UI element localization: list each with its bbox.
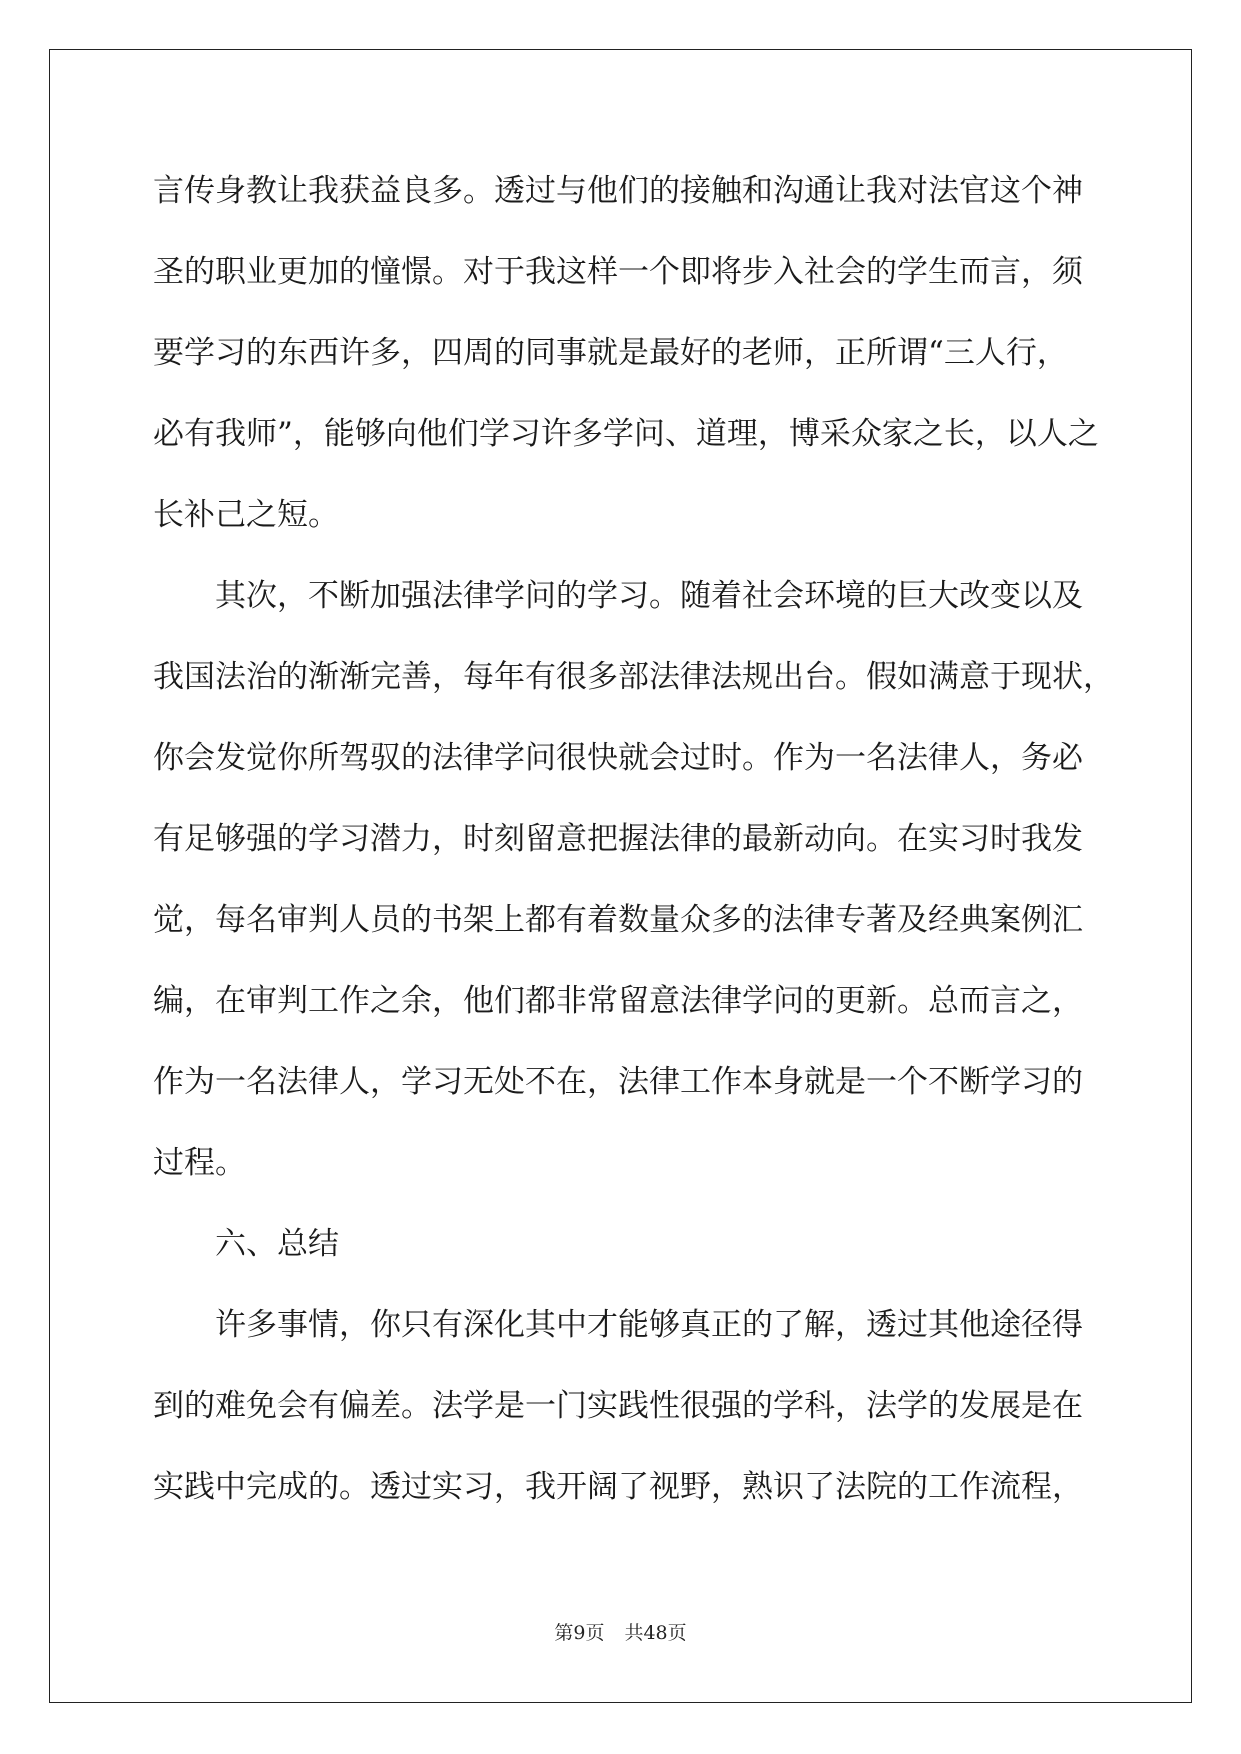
section-heading: 六、总结 [215, 1226, 339, 1262]
text-line: 我国法治的渐渐完善，每年有很多部法律法规出台。假如满意于现状， [153, 659, 1114, 695]
text-line: 实践中完成的。透过实习，我开阔了视野，熟识了法院的工作流程， [153, 1469, 1083, 1505]
page-number: 第9页 [554, 1622, 605, 1644]
text-line: 觉，每名审判人员的书架上都有着数量众多的法律专著及经典案例汇 [153, 902, 1083, 938]
text-line: 编，在审判工作之余，他们都非常留意法律学问的更新。总而言之， [153, 983, 1083, 1019]
text-line: 必有我师”，能够向他们学习许多学问、道理，博采众家之长，以人之 [153, 416, 1099, 452]
text-line: 有足够强的学习潜力，时刻留意把握法律的最新动向。在实习时我发 [153, 821, 1083, 857]
text-line: 你会发觉你所驾驭的法律学问很快就会过时。作为一名法律人，务必 [153, 740, 1083, 776]
text-line: 长补己之短。 [153, 497, 339, 533]
page-footer [0, 1618, 1241, 1645]
text-line: 言传身教让我获益良多。透过与他们的接触和沟通让我对法官这个神 [153, 173, 1083, 209]
text-line: 到的难免会有偏差。法学是一门实践性很强的学科，法学的发展是在 [153, 1388, 1083, 1424]
text-line: 圣的职业更加的憧憬。对于我这样一个即将步入社会的学生而言，须 [153, 254, 1083, 290]
page-total: 共48页 [624, 1622, 687, 1644]
body-text [153, 162, 1113, 1539]
paragraph-start-line: 其次，不断加强法律学问的学习。随着社会环境的巨大改变以及 [215, 578, 1083, 614]
text-line: 过程。 [153, 1145, 246, 1181]
paragraph-start-line: 许多事情，你只有深化其中才能够真正的了解，透过其他途径得 [215, 1307, 1083, 1343]
text-line: 作为一名法律人，学习无处不在，法律工作本身就是一个不断学习的 [153, 1064, 1083, 1100]
text-line: 要学习的东西许多，四周的同事就是最好的老师，正所谓“三人行， [153, 335, 1068, 371]
